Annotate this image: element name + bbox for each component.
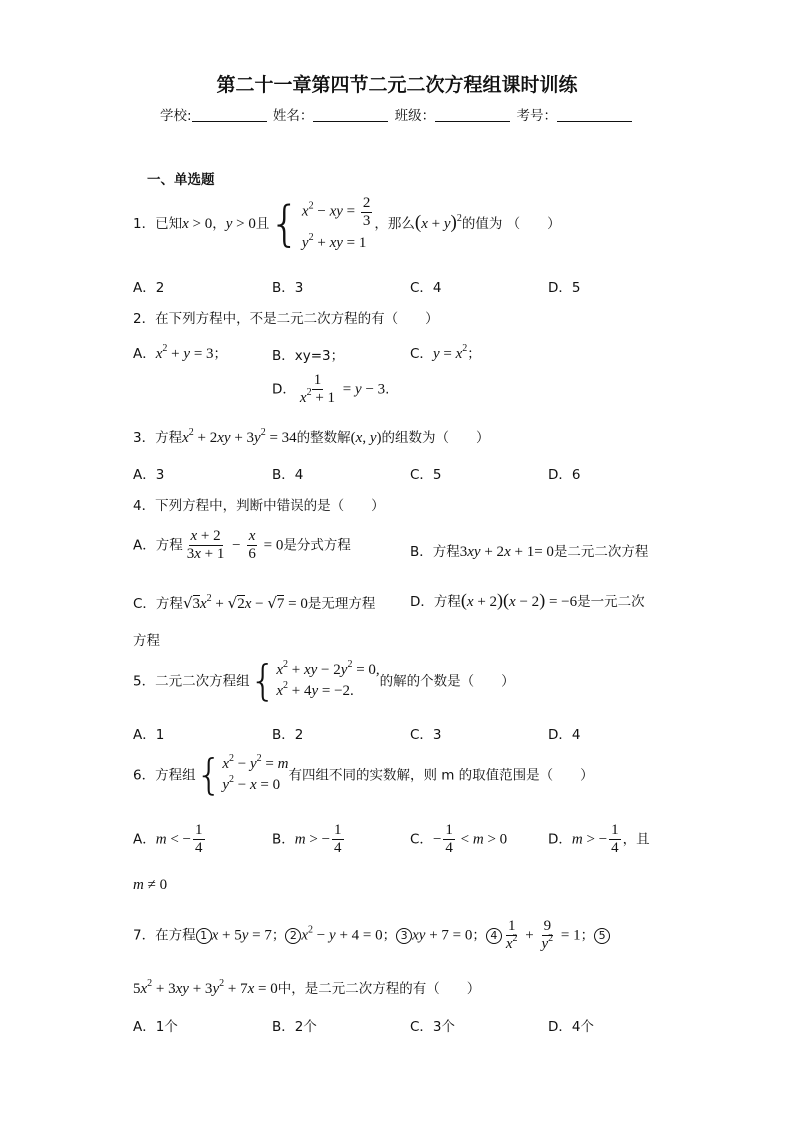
- section-heading: 一、单选题: [147, 172, 215, 188]
- question-3: 3．方程$x^2 + 2xy + 3y^2 = 34$的整数解(x, y)的组数为（ ）: [133, 427, 490, 446]
- q5-option-b[interactable]: B．2: [272, 727, 304, 743]
- school-blank[interactable]: [192, 109, 267, 122]
- q7-option-d[interactable]: D．4个: [548, 1019, 594, 1035]
- q2-option-a[interactable]: A．$x^2 + y = 3$；: [133, 343, 228, 362]
- q2-option-d[interactable]: D． $\frac{1}{x^2 + 1}$ = y − 3.: [272, 372, 390, 406]
- equation-system-q1: { $x^2$ − xy = $\frac{2}{3}$ $y^2$ + xy = 1: [269, 195, 371, 252]
- q4-option-d-wrap: 方程: [133, 633, 160, 649]
- q2-option-b[interactable]: B．xy=3；: [272, 348, 345, 364]
- page-title: 第二十一章第四节二元二次方程组课时训练: [216, 74, 578, 96]
- q6-option-a[interactable]: A．m < − $\frac{1}{4}$: [133, 822, 203, 856]
- equation-system-q6: { $x^2 - y^2 = m$ $y^2 - x = 0$: [195, 750, 289, 799]
- circled-number-4: 4: [486, 928, 502, 944]
- circled-number-5: 5: [594, 928, 610, 944]
- q2-option-c[interactable]: C．$y = x^2$；: [410, 343, 481, 362]
- q5-option-a[interactable]: A．1: [133, 727, 165, 743]
- q5-option-d[interactable]: D．4: [548, 727, 581, 743]
- q4-option-b[interactable]: B．方程3xy + 2x + 1= 0是二元二次方程: [410, 544, 649, 560]
- question-7: 7．在方程 1 x + 5y = 7； 2 $x^2 - y + 4 = 0$； 3 xy + 7 = 0； 4 $\frac{1}{x^2}$ + $\frac{9}{y^2}$ = 1； 5: [133, 918, 610, 952]
- name-blank[interactable]: [313, 109, 388, 122]
- q6-option-c[interactable]: C．− $\frac{1}{4}$ < m > 0: [410, 822, 508, 856]
- class-label: 班级：: [394, 108, 436, 124]
- student-info-line: [160, 104, 634, 124]
- q6-option-d[interactable]: D．m > − $\frac{1}{4}$ ，且: [548, 822, 650, 856]
- q3-option-c[interactable]: C．5: [410, 467, 442, 483]
- q7-option-b[interactable]: B．2个: [272, 1019, 317, 1035]
- q5-option-c[interactable]: C．3: [410, 727, 442, 743]
- q6-option-d-wrap: m ≠ 0: [133, 877, 168, 893]
- circled-number-3: 3: [396, 928, 412, 944]
- exam-no-blank[interactable]: [557, 109, 632, 122]
- circled-number-2: 2: [285, 928, 301, 944]
- exam-no-label: 考号：: [516, 108, 557, 124]
- question-5: 5．二元二次方程组 { $x^2$ + xy − $2y^2 = 0$, $x^2 + 4y = -2$. 的解的个数是（ ）: [133, 656, 515, 705]
- question-1: 1．已知x > 0，y > 0且 { $x^2$ − xy = $\frac{2}{3}$ $y^2$ + xy = 1 ，那么$(x + y)^2$的值为 （ ）: [133, 195, 561, 252]
- circled-number-1: 1: [196, 928, 212, 944]
- name-label: 姓名：: [272, 108, 314, 124]
- q3-option-d[interactable]: D．6: [548, 467, 581, 483]
- q6-option-b[interactable]: B．m > − $\frac{1}{4}$: [272, 822, 342, 856]
- school-label: 学校:: [160, 108, 192, 124]
- q7-option-c[interactable]: C．3个: [410, 1019, 456, 1035]
- question-4: 4．下列方程中，判断中错误的是（ ）: [133, 498, 385, 514]
- q4-option-a[interactable]: A．方程 $\frac{x + 2}{3x + 1}$ − $\frac{x}{6}$ = 0是分式方程: [133, 528, 351, 562]
- q3-option-b[interactable]: B．4: [272, 467, 304, 483]
- question-6: 6．方程组 { $x^2 - y^2 = m$ $y^2 - x = 0$ 有四组不同的实数解，则 m 的取值范围是（ ）: [133, 750, 594, 799]
- q7-option-a[interactable]: A．1个: [133, 1019, 178, 1035]
- q4-option-c[interactable]: C．方程$√3x^2 + √2x - √7 = 0$是无理方程: [133, 593, 376, 612]
- q1-option-b[interactable]: B．3: [272, 280, 304, 296]
- question-7-line-2: $5x^2 + 3xy + 3y^2 + 7x = 0$中，是二元二次方程的有（ ）: [133, 978, 481, 997]
- equation-system-q5: { $x^2$ + xy − $2y^2 = 0$, $x^2 + 4y = -2$.: [249, 656, 380, 705]
- q1-option-d[interactable]: D．5: [548, 280, 581, 296]
- class-blank[interactable]: [435, 109, 510, 122]
- question-2: 2．在下列方程中，不是二元二次方程的有（ ）: [133, 311, 439, 327]
- q4-option-d[interactable]: D．方程(x + 2)(x − 2) = −6是一元二次: [410, 590, 645, 610]
- q3-option-a[interactable]: A．3: [133, 467, 165, 483]
- q1-option-c[interactable]: C．4: [410, 280, 442, 296]
- q1-option-a[interactable]: A．2: [133, 280, 165, 296]
